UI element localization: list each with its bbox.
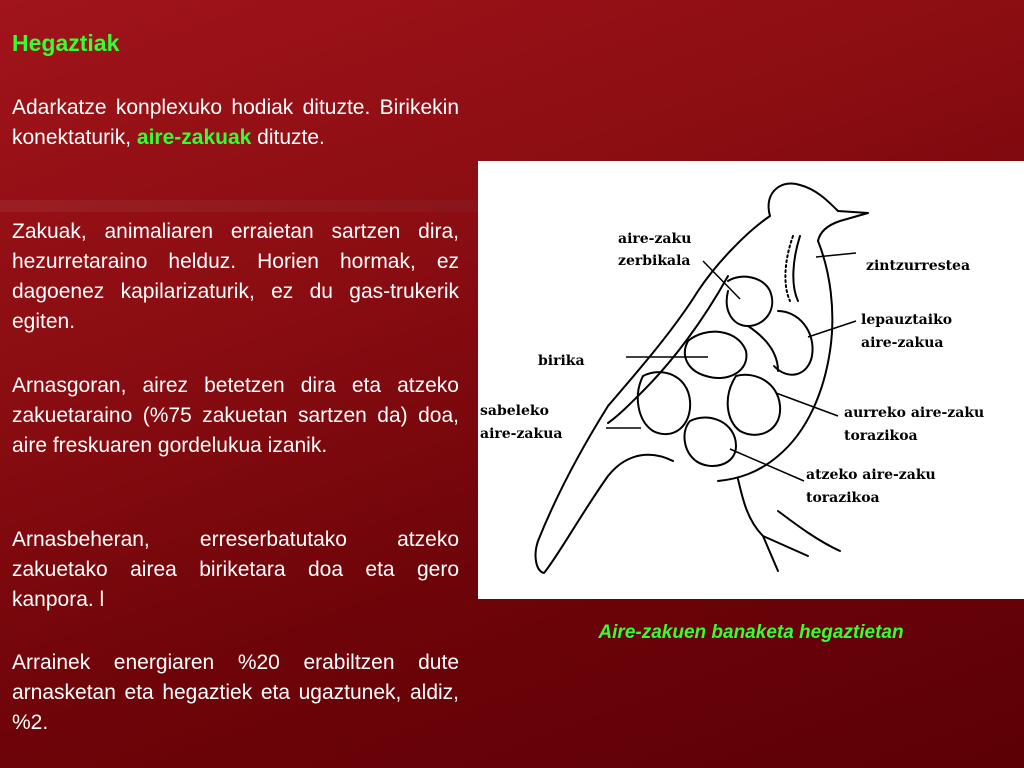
paragraph-1-text-b: dituzte. (251, 126, 325, 149)
bird-air-sacs-figure (478, 161, 1024, 599)
label-ant-thoracic-2: torazikoa (844, 428, 918, 444)
clavicular-sac (774, 311, 813, 375)
label-clavicular-1: lepauztaiko (861, 312, 953, 328)
label-trachea: zintzurrestea (866, 258, 971, 274)
trachea (785, 236, 793, 301)
bird-diagram (478, 161, 1024, 599)
label-abdominal-1: sabeleko (480, 403, 549, 419)
paragraph-1-text-a: Adarkatze konplexuko hodiak dituzte. Birikekin konektaturik, (12, 96, 459, 149)
label-cervical-1: aire-zaku (618, 231, 692, 247)
cervical-sac (727, 277, 773, 326)
label-cervical-2: zerbikala (618, 253, 691, 269)
paragraph-1-highlight: aire-zakuak (136, 126, 252, 149)
bird-wing-outline (608, 276, 728, 423)
page-title: Hegaztiak (12, 30, 120, 56)
paragraph-5: Arrainek energiaren %20 erabiltzen dute arnasketan eta hegaztiek eta ugaztunek, aldiz, %2. (12, 651, 459, 734)
label-lung: birika (538, 353, 585, 369)
label-clavicular-2: aire-zakua (861, 335, 944, 351)
paragraph-3: Arnasgoran, airez betetzen dira eta atzeko zakuetaraino (%75 zakuetan sartzen da) doa, aire freskuaren gordelukua izanik. (12, 374, 459, 457)
figure-caption: Aire-zakuen banaketa hegaztietan (598, 622, 904, 643)
anterior-thoracic-sac (728, 375, 780, 435)
lung-shape (685, 332, 747, 378)
paragraph-1 (12, 93, 459, 153)
label-ant-thoracic-1: aurreko aire-zaku (844, 405, 985, 421)
bird-head-outline (769, 183, 868, 241)
label-post-thoracic-1: atzeko aire-zaku (806, 467, 936, 483)
paragraph-4: Arnasbeheran, erreserbatutako atzeko zakuetako airea biriketara doa eta gero kanpora. l (12, 528, 459, 611)
posterior-thoracic-sac (684, 417, 736, 466)
abdominal-sac (638, 372, 690, 434)
label-post-thoracic-2: torazikoa (806, 490, 880, 506)
label-abdominal-2: aire-zakua (480, 426, 563, 442)
paragraph-2: Zakuak, animaliaren erraietan sartzen dira, hezurretaraino helduz. Horien hormak, ez dagoenez kapilarizaturik, ez du gas-trukerik egiten. (12, 220, 459, 333)
